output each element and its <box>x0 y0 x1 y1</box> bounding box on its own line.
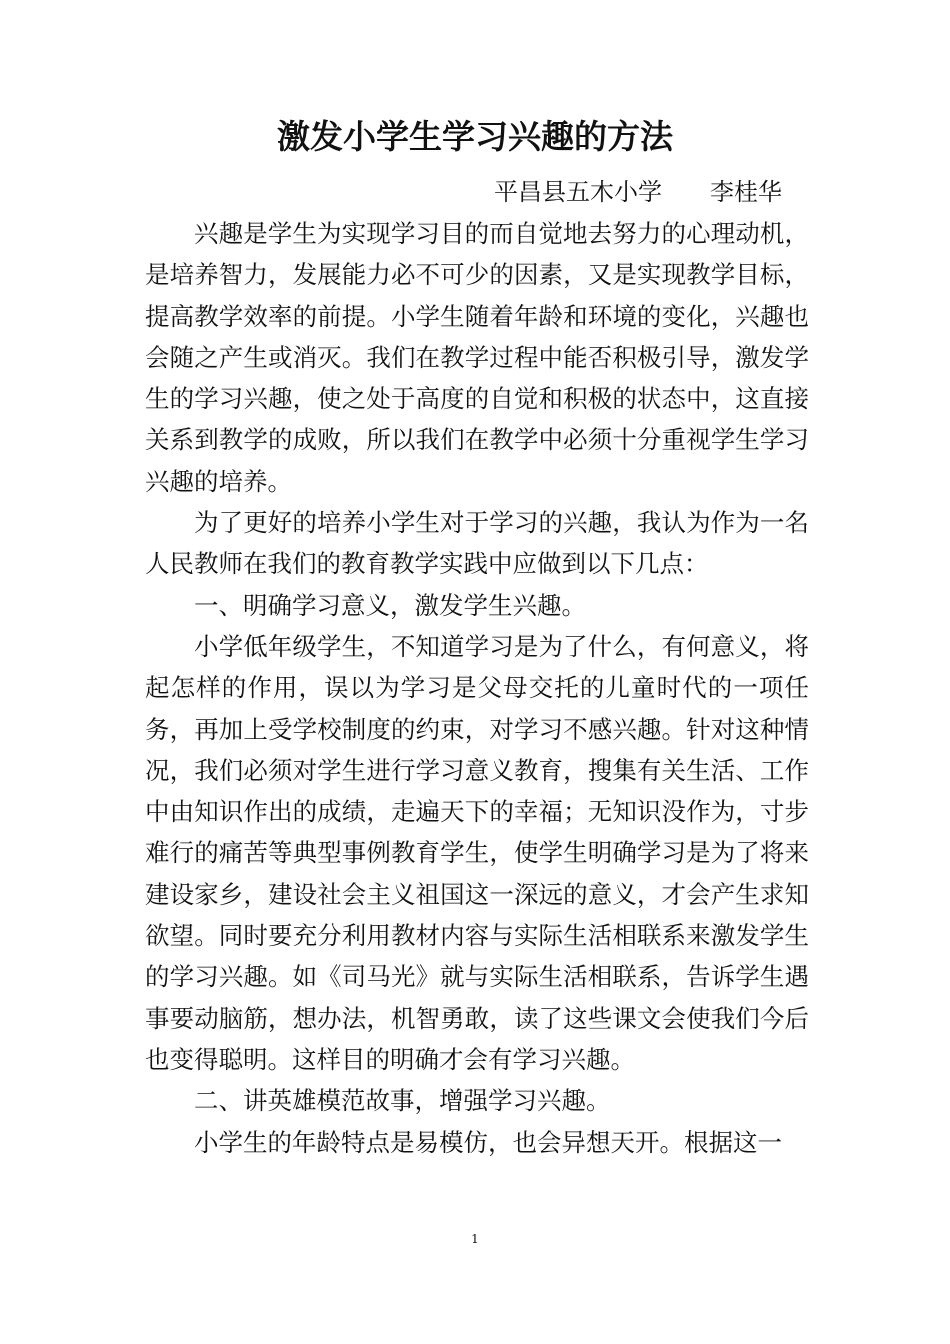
section-heading: 二、讲英雄模范故事，增强学习兴趣。 <box>194 1086 611 1116</box>
document-body <box>145 213 809 1163</box>
section-heading: 一、明确学习意义，激发学生兴趣。 <box>194 590 586 620</box>
author-byline: 平昌县五木小学 李桂华 <box>494 178 782 206</box>
paragraph: 小学生的年龄特点是易模仿，也会异想天开。根据这一 <box>194 1127 782 1157</box>
paragraph: 兴趣是学生为实现学习目的而自觉地去努力的心理动机，是培养智力，发展能力必不可少的因素，又是实现教学目标，提高教学效率的前提。小学生随着年龄和环境的变化，兴趣也会随之产生或消灭。我们在教学过程中能否积极引导，激发学生的学习兴趣，使之处于高度的自觉和积极的状态中，这直接关系到教学的成败，所以我们在教学中必须十分重视学生学习兴趣的培养。 <box>145 219 809 496</box>
document-title: 激发小学生学习兴趣的方法 <box>277 117 673 156</box>
paragraph: 为了更好的培养小学生对于学习的兴趣，我认为作为一名人民教师在我们的教育教学实践中应做到以下几点： <box>145 508 809 579</box>
page-number: 1 <box>471 1232 479 1246</box>
paragraph: 小学低年级学生，不知道学习是为了什么，有何意义，将起怎样的作用，误以为学习是父母交托的儿童时代的一项任务，再加上受学校制度的约束，对学习不感兴趣。针对这种情况，我们必须对学生进行学习意义教育，搜集有关生活、工作中由知识作出的成绩，走遍天下的幸福；无知识没作为，寸步难行的痛苦等典型事例教育学生，使学生明确学习是为了将来建设家乡，建设社会主义祖国这一深远的意义，才会产生求知欲望。同时要充分利用教材内容与实际生活相联系来激发学生的学习兴趣。如《司马光》就与实际生活相联系，告诉学生遇事要动脑筋，想办法，机智勇敢，读了这些课文会使我们今后也变得聪明。这样目的明确才会有学习兴趣。 <box>145 631 809 1074</box>
